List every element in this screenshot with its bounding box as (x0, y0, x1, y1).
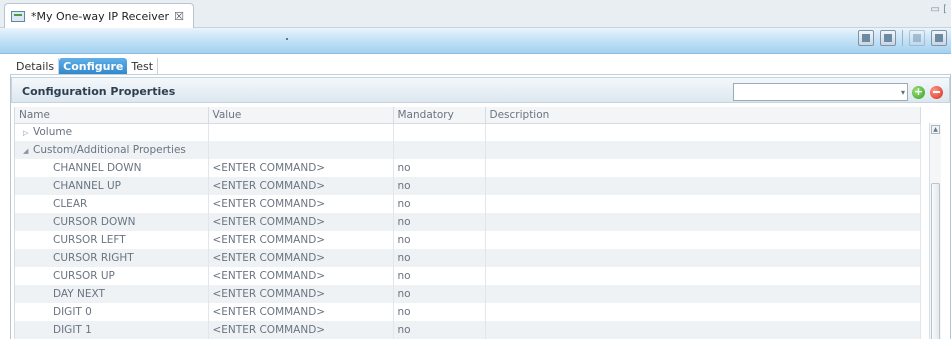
disabled-refresh-icon[interactable] (909, 30, 925, 46)
column-header-mandatory[interactable]: Mandatory (393, 107, 485, 123)
cell-mandatory: no (393, 177, 485, 195)
close-icon[interactable]: ☒ (174, 9, 184, 23)
editor-tab-strip (0, 0, 951, 28)
cell-value[interactable]: <ENTER COMMAND> (208, 267, 393, 285)
table-row[interactable] (15, 159, 920, 177)
cell-name: CURSOR RIGHT (15, 249, 208, 267)
cell-value[interactable]: <ENTER COMMAND> (208, 159, 393, 177)
cell-description[interactable] (485, 285, 920, 303)
editor-tab-title: *My One-way IP Receiver (31, 9, 170, 23)
collapse-icon[interactable]: ◢ (23, 147, 29, 155)
cell-name: CURSOR DOWN (15, 213, 208, 231)
minimize-icon[interactable]: ▭ [ (930, 4, 947, 15)
header-mark (286, 38, 288, 40)
table-row[interactable] (15, 249, 920, 267)
table-row[interactable] (15, 303, 920, 321)
save-icon[interactable] (858, 30, 874, 46)
table-row[interactable] (15, 267, 920, 285)
editor-header-band (0, 28, 951, 54)
table-row[interactable] (15, 213, 920, 231)
cell-description[interactable] (485, 159, 920, 177)
cell-value[interactable]: <ENTER COMMAND> (208, 285, 393, 303)
group-label: Volume (33, 126, 73, 139)
cell-mandatory: no (393, 231, 485, 249)
group-row-custom[interactable] (15, 141, 920, 159)
cell-description[interactable] (485, 195, 920, 213)
group-label: Custom/Additional Properties (33, 144, 186, 156)
cell-value[interactable]: <ENTER COMMAND> (208, 195, 393, 213)
cell-name: CHANNEL DOWN (15, 159, 208, 177)
device-icon (11, 11, 25, 22)
cell-mandatory: no (393, 285, 485, 303)
cell-mandatory: no (393, 321, 485, 339)
table-row[interactable] (15, 285, 920, 303)
cell-value[interactable]: <ENTER COMMAND> (208, 321, 393, 339)
save-all-icon[interactable] (880, 30, 896, 46)
cell-description[interactable] (485, 213, 920, 231)
cell-name: CLEAR (15, 195, 208, 213)
panel-header (11, 77, 950, 103)
panel-title: Configuration Properties (22, 85, 176, 98)
cell-value[interactable]: <ENTER COMMAND> (208, 213, 393, 231)
properties-table (14, 107, 935, 339)
cell-description[interactable] (485, 303, 920, 321)
add-property-button[interactable]: + (913, 85, 924, 98)
table-row[interactable] (15, 177, 920, 195)
table-scrollbar[interactable] (929, 123, 941, 339)
tab-configure[interactable]: Configure (59, 58, 127, 75)
column-header-name[interactable]: Name (15, 107, 208, 123)
cell-name: DAY NEXT (15, 285, 208, 303)
cell-description[interactable] (485, 231, 920, 249)
cell-name: CHANNEL UP (15, 177, 208, 195)
scroll-thumb[interactable] (931, 183, 940, 339)
cell-mandatory: no (393, 249, 485, 267)
table-row[interactable] (15, 195, 920, 213)
cell-value[interactable]: <ENTER COMMAND> (208, 303, 393, 321)
execute-icon[interactable] (931, 30, 947, 46)
property-filter-combo[interactable] (733, 83, 908, 101)
cell-mandatory: no (393, 213, 485, 231)
column-header-description[interactable]: Description (485, 107, 920, 123)
table-row[interactable] (15, 321, 920, 339)
cell-name: DIGIT 1 (15, 321, 208, 339)
cell-name: CURSOR UP (15, 267, 208, 285)
tab-test[interactable]: Test (127, 58, 158, 75)
cell-mandatory: no (393, 267, 485, 285)
cell-description[interactable] (485, 177, 920, 195)
cell-value[interactable]: <ENTER COMMAND> (208, 249, 393, 267)
cell-value[interactable]: <ENTER COMMAND> (208, 177, 393, 195)
group-row-volume[interactable] (15, 123, 920, 141)
tab-details[interactable]: Details (12, 58, 59, 75)
chevron-down-icon[interactable]: ▾ (900, 88, 905, 97)
cell-description[interactable] (485, 267, 920, 285)
cell-mandatory: no (393, 159, 485, 177)
scroll-up-icon[interactable]: ▲ (931, 125, 940, 134)
column-header-value[interactable]: Value (208, 107, 393, 123)
editor-toolbar (858, 30, 947, 46)
editor-tab-receiver[interactable] (4, 3, 194, 28)
cell-mandatory: no (393, 303, 485, 321)
table-header-row (15, 107, 920, 123)
cell-name: CURSOR LEFT (15, 231, 208, 249)
cell-description[interactable] (485, 321, 920, 339)
table-row[interactable] (15, 231, 920, 249)
remove-property-button[interactable] (930, 86, 943, 99)
sub-tab-bar (12, 58, 158, 75)
cell-description[interactable] (485, 249, 920, 267)
toolbar-separator (902, 30, 903, 46)
cell-value[interactable]: <ENTER COMMAND> (208, 231, 393, 249)
expand-icon[interactable]: ▷ (23, 129, 29, 138)
cell-mandatory: no (393, 195, 485, 213)
cell-name: DIGIT 0 (15, 303, 208, 321)
